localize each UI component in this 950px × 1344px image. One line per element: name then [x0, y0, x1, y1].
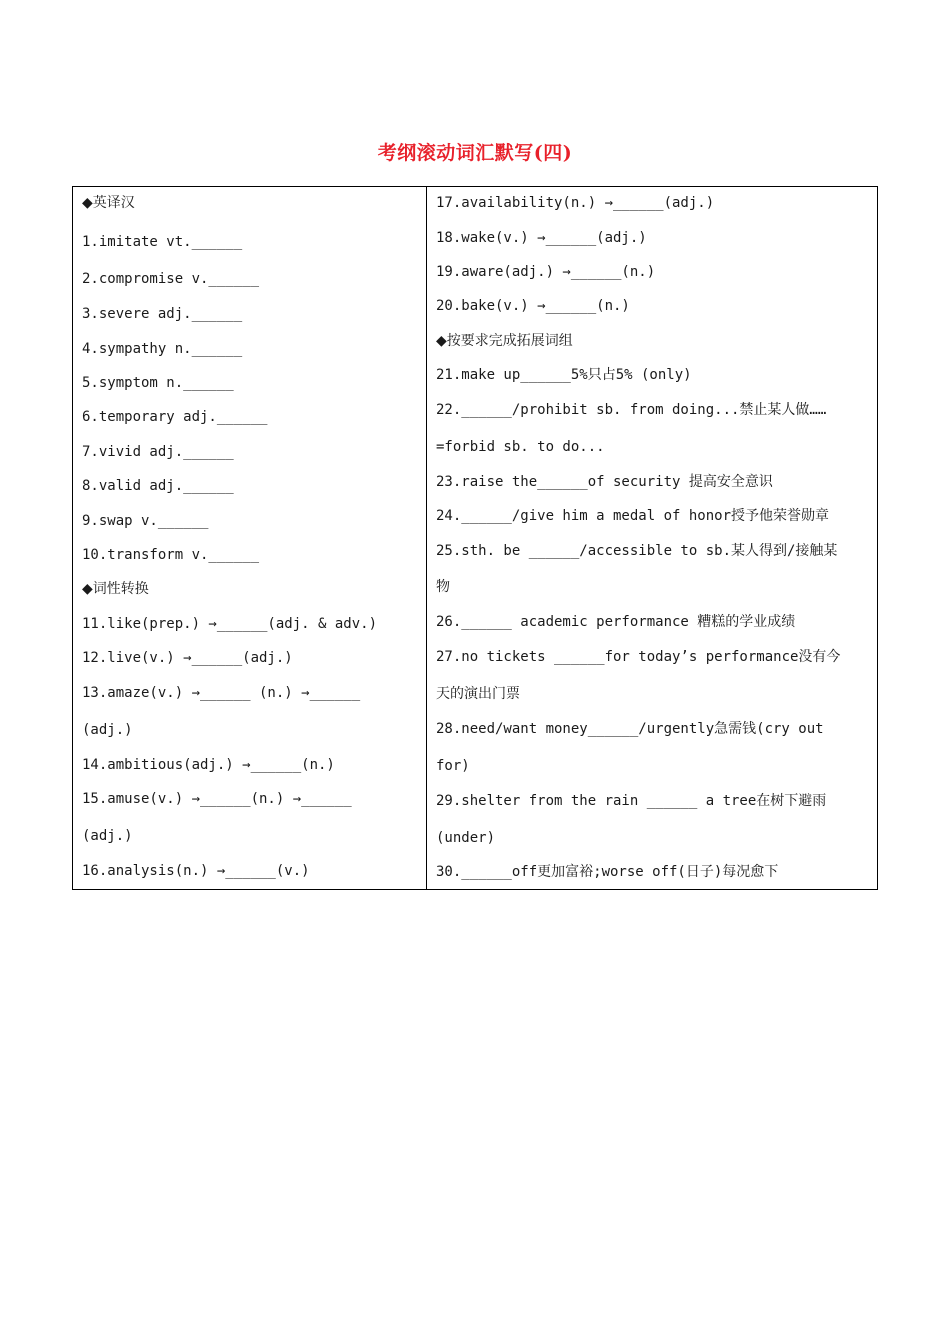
- item-18: 18.wake(v.) →______(adj.): [436, 230, 647, 246]
- item-29-cont: (under): [436, 830, 496, 846]
- item-23: 23.raise the______of security 提高安全意识: [436, 474, 773, 490]
- item-8: 8.valid adj.______: [82, 478, 234, 494]
- item-27: 27.no tickets ______for today’s performance没有今: [436, 649, 841, 665]
- item-24: 24.______/give him a medal of honor授予他荣誉勋章: [436, 508, 830, 524]
- item-6: 6.temporary adj.______: [82, 409, 268, 425]
- item-22-cont: =forbid sb. to do...: [436, 439, 605, 455]
- item-26: 26.______ academic performance 糟糕的学业成绩: [436, 614, 796, 630]
- section-heading-phrases: ◆按要求完成拓展词组: [436, 333, 573, 349]
- page-title: 考纲滚动词汇默写(四): [377, 142, 573, 164]
- item-11: 11.like(prep.) →______(adj. & adv.): [82, 616, 378, 632]
- item-17: 17.availability(n.) →______(adj.): [436, 195, 715, 211]
- section-heading-word-forms: ◆词性转换: [82, 581, 149, 597]
- item-9: 9.swap v.______: [82, 513, 209, 529]
- item-13-cont: (adj.): [82, 722, 133, 738]
- item-28-cont: for): [436, 758, 470, 774]
- item-25: 25.sth. be ______/accessible to sb.某人得到/接触某: [436, 543, 838, 559]
- item-4: 4.sympathy n.______: [82, 341, 243, 357]
- item-12: 12.live(v.) →______(adj.): [82, 650, 293, 666]
- item-14: 14.ambitious(adj.) →______(n.): [82, 757, 335, 773]
- item-15: 15.amuse(v.) →______(n.) →______: [82, 791, 352, 807]
- item-22: 22.______/prohibit sb. from doing...禁止某人做……: [436, 402, 827, 418]
- item-3: 3.severe adj.______: [82, 306, 243, 322]
- item-29: 29.shelter from the rain ______ a tree在树下避雨: [436, 793, 827, 809]
- item-19: 19.aware(adj.) →______(n.): [436, 264, 656, 280]
- section-heading-en-to-cn: ◆英译汉: [82, 195, 135, 211]
- item-25-cont: 物: [436, 579, 450, 595]
- item-21: 21.make up______5%只占5% (only): [436, 367, 692, 383]
- item-28: 28.need/want money______/urgently急需钱(cry out: [436, 721, 824, 737]
- item-10: 10.transform v.______: [82, 547, 260, 563]
- item-7: 7.vivid adj.______: [82, 444, 234, 460]
- item-13: 13.amaze(v.) →______ (n.) →______: [82, 685, 361, 701]
- item-20: 20.bake(v.) →______(n.): [436, 298, 630, 314]
- item-1: 1.imitate vt.______: [82, 234, 243, 250]
- vocabulary-table: [72, 186, 878, 890]
- item-30: 30.______off更加富裕;worse off(日子)每况愈下: [436, 864, 779, 880]
- item-5: 5.symptom n.______: [82, 375, 234, 391]
- right-column: [427, 187, 877, 889]
- item-15-cont: (adj.): [82, 828, 133, 844]
- left-column: [73, 187, 427, 889]
- item-2: 2.compromise v.______: [82, 271, 260, 287]
- item-16: 16.analysis(n.) →______(v.): [82, 863, 310, 879]
- item-27-cont: 天的演出门票: [436, 686, 520, 702]
